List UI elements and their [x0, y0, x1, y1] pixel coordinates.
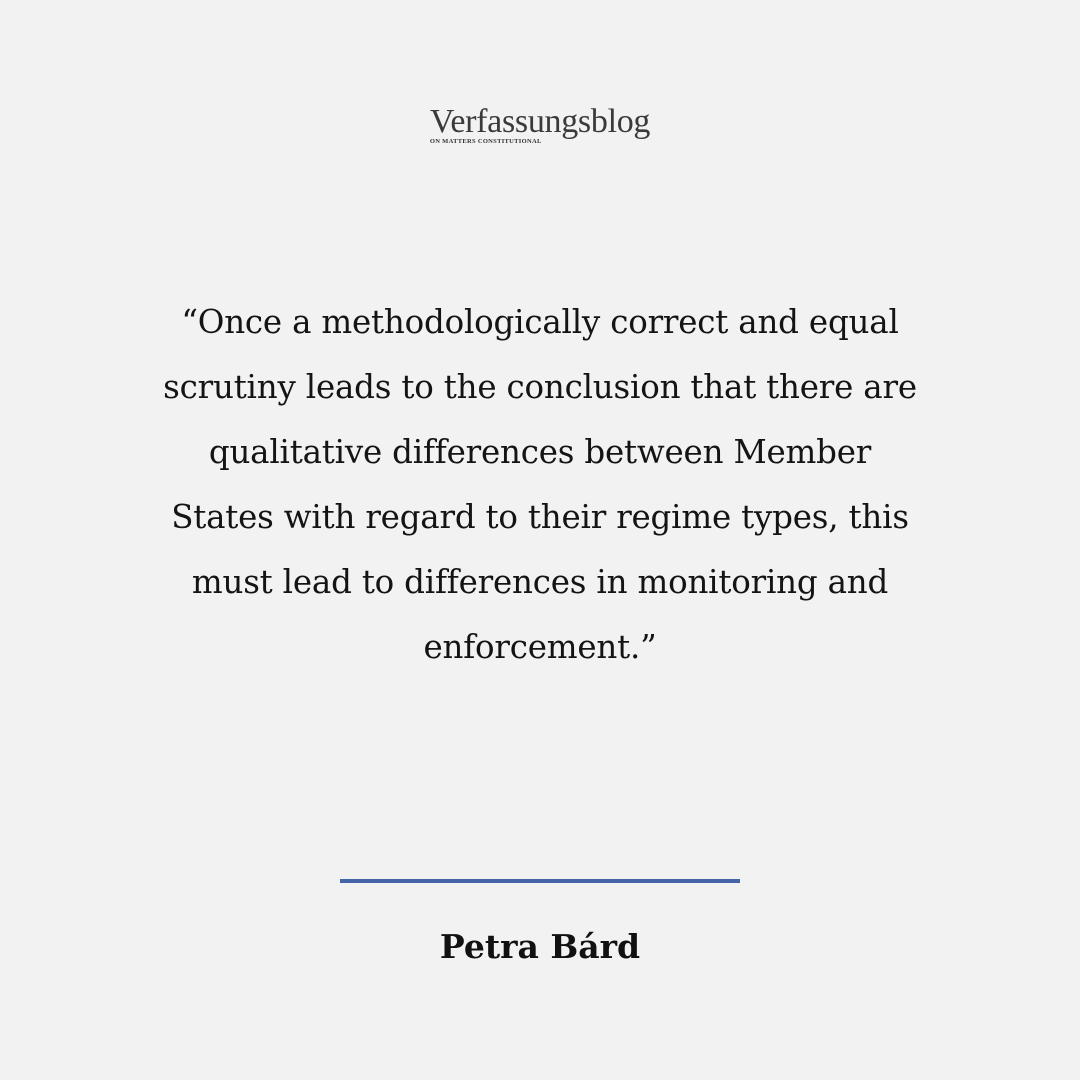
logo: [0, 104, 1080, 147]
divider-line: [340, 879, 740, 883]
quote-text: “Once a methodologically correct and equal scrutiny leads to the conclusion that there are qualitative differences between Member States with regard to their regime types, this must lead to differences in monitoring and enforcement.”: [163, 303, 917, 666]
author-name: Petra Bárd: [439, 927, 641, 966]
logo-tagline: ON MATTERS CONSTITUTIONAL: [429, 138, 542, 145]
logo-wordmark: [430, 104, 650, 146]
logo-title: Verfassungsblog: [429, 103, 651, 140]
